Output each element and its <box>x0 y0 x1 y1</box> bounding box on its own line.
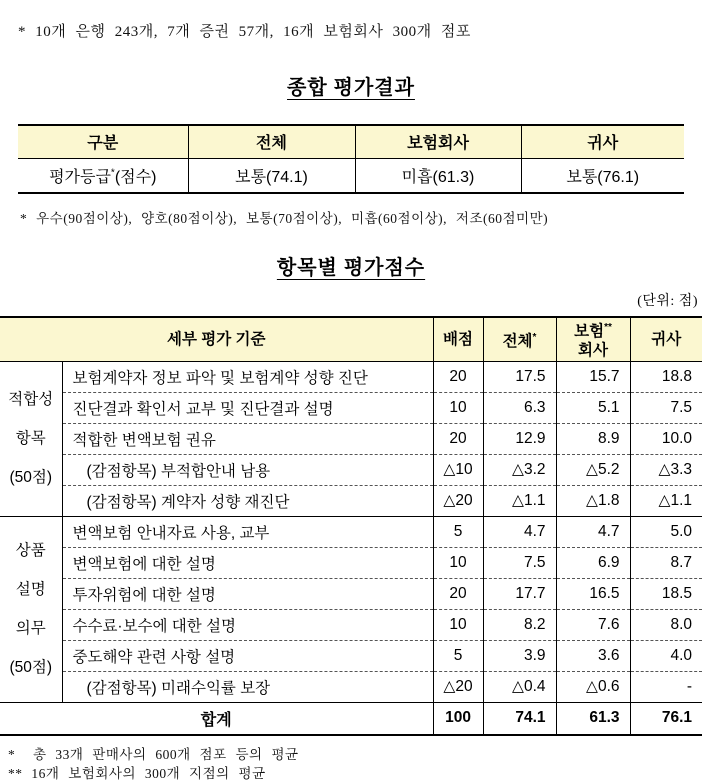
company-cell: 7.5 <box>630 392 702 423</box>
total-insurer-cell: 61.3 <box>556 702 630 735</box>
company-cell: △3.3 <box>630 454 702 485</box>
total-cell: △0.4 <box>483 671 556 702</box>
header-cell-company: 귀사 <box>521 125 684 158</box>
criteria-cell: 변액보험에 대한 설명 <box>62 547 433 578</box>
header-cell-total: 전체* <box>483 317 556 361</box>
table-row <box>0 392 702 423</box>
detail-footnotes <box>8 745 702 783</box>
criteria-cell: 중도해약 관련 사항 설명 <box>62 640 433 671</box>
summary-header-row <box>18 125 684 158</box>
company-cell: 18.5 <box>630 578 702 609</box>
table-row <box>0 640 702 671</box>
header-cell-category: 구분 <box>18 125 188 158</box>
company-cell: 18.8 <box>630 361 702 392</box>
summary-footnote: * 우수(90점이상), 양호(80점이상), 보통(70점이상), 미흡(60점이상), 저조(60점미만) <box>20 211 549 226</box>
company-cell: - <box>630 671 702 702</box>
grade-total-cell: 보통(74.1) <box>188 158 355 193</box>
alloc-cell: 20 <box>433 423 483 454</box>
insurer-cell: 5.1 <box>556 392 630 423</box>
header-cell-insurer: 보험** 회사 <box>556 317 630 361</box>
alloc-cell: 10 <box>433 547 483 578</box>
grade-company-cell: 보통(76.1) <box>521 158 684 193</box>
table-row <box>0 547 702 578</box>
total-cell: 7.5 <box>483 547 556 578</box>
total-cell: 6.3 <box>483 392 556 423</box>
total-label-cell: 합계 <box>0 702 433 735</box>
criteria-cell: (감점항목) 미래수익률 보장 <box>62 671 433 702</box>
detail-section-title: 항목별 평가점수 <box>276 257 426 279</box>
total-row <box>0 702 702 735</box>
summary-section-title: 종합 평가결과 <box>287 77 415 99</box>
group-label-suitability: 적합성 항목 (50점) <box>8 391 54 486</box>
header-cell-alloc: 배점 <box>433 317 483 361</box>
company-cell: 8.0 <box>630 609 702 640</box>
total-cell: △3.2 <box>483 454 556 485</box>
top-note: * 10개 은행 243개, 7개 증권 57개, 16개 보험회사 300개 점포 <box>18 24 471 40</box>
insurer-cell: 7.6 <box>556 609 630 640</box>
criteria-cell: (감점항목) 계약자 성향 재진단 <box>62 485 433 516</box>
criteria-cell: 진단결과 확인서 교부 및 진단결과 설명 <box>62 392 433 423</box>
company-cell: 8.7 <box>630 547 702 578</box>
insurer-cell: 6.9 <box>556 547 630 578</box>
criteria-cell: 보험계약자 정보 파악 및 보험계약 성향 진단 <box>62 361 433 392</box>
summary-data-row <box>18 158 684 193</box>
criteria-cell: 적합한 변액보험 권유 <box>62 423 433 454</box>
table-row <box>0 609 702 640</box>
header-cell-company: 귀사 <box>630 317 702 361</box>
insurer-cell: △0.6 <box>556 671 630 702</box>
total-cell: 12.9 <box>483 423 556 454</box>
header-cell-criteria: 세부 평가 기준 <box>0 317 433 361</box>
total-cell: △1.1 <box>483 485 556 516</box>
alloc-cell: 20 <box>433 578 483 609</box>
table-row <box>0 516 702 547</box>
alloc-cell: 20 <box>433 361 483 392</box>
criteria-cell: (감점항목) 부적합안내 남용 <box>62 454 433 485</box>
summary-table <box>18 124 684 194</box>
insurer-cell: 15.7 <box>556 361 630 392</box>
header-cell-insurer: 보험회사 <box>355 125 521 158</box>
total-company-cell: 76.1 <box>630 702 702 735</box>
alloc-cell: 10 <box>433 609 483 640</box>
criteria-cell: 투자위험에 대한 설명 <box>62 578 433 609</box>
criteria-cell: 변액보험 안내자료 사용, 교부 <box>62 516 433 547</box>
company-cell: 10.0 <box>630 423 702 454</box>
detail-header-row <box>0 317 702 361</box>
unit-note: (단위: 점) <box>637 294 698 309</box>
alloc-cell: △20 <box>433 485 483 516</box>
table-row <box>0 423 702 454</box>
insurer-cell: 3.6 <box>556 640 630 671</box>
grade-insurer-cell: 미흡(61.3) <box>355 158 521 193</box>
alloc-cell: 5 <box>433 516 483 547</box>
grade-label-cell: 평가등급*(점수) <box>49 167 157 186</box>
insurer-cell: △5.2 <box>556 454 630 485</box>
company-cell: 4.0 <box>630 640 702 671</box>
total-total-cell: 74.1 <box>483 702 556 735</box>
footnote-insurer-avg: ** 16개 보험회사의 300개 지점의 평균 <box>8 766 266 781</box>
insurer-cell: 16.5 <box>556 578 630 609</box>
alloc-cell: △10 <box>433 454 483 485</box>
insurer-cell: 4.7 <box>556 516 630 547</box>
company-cell: 5.0 <box>630 516 702 547</box>
table-row <box>0 578 702 609</box>
alloc-cell: 10 <box>433 392 483 423</box>
total-cell: 3.9 <box>483 640 556 671</box>
criteria-cell: 수수료·보수에 대한 설명 <box>62 609 433 640</box>
table-row <box>0 485 702 516</box>
footnote-total-avg: * 총 33개 판매사의 600개 점포 등의 평균 <box>8 747 299 762</box>
insurer-cell: △1.8 <box>556 485 630 516</box>
insurer-cell: 8.9 <box>556 423 630 454</box>
alloc-cell: 5 <box>433 640 483 671</box>
detail-table <box>0 316 702 736</box>
total-alloc-cell: 100 <box>433 702 483 735</box>
group-label-explanation: 상품 설명 의무 (50점) <box>0 516 62 702</box>
company-cell: △1.1 <box>630 485 702 516</box>
header-cell-total: 전체 <box>188 125 355 158</box>
total-cell: 4.7 <box>483 516 556 547</box>
total-cell: 17.5 <box>483 361 556 392</box>
table-row <box>0 454 702 485</box>
table-row <box>0 361 702 392</box>
total-cell: 8.2 <box>483 609 556 640</box>
table-row <box>0 671 702 702</box>
total-cell: 17.7 <box>483 578 556 609</box>
alloc-cell: △20 <box>433 671 483 702</box>
